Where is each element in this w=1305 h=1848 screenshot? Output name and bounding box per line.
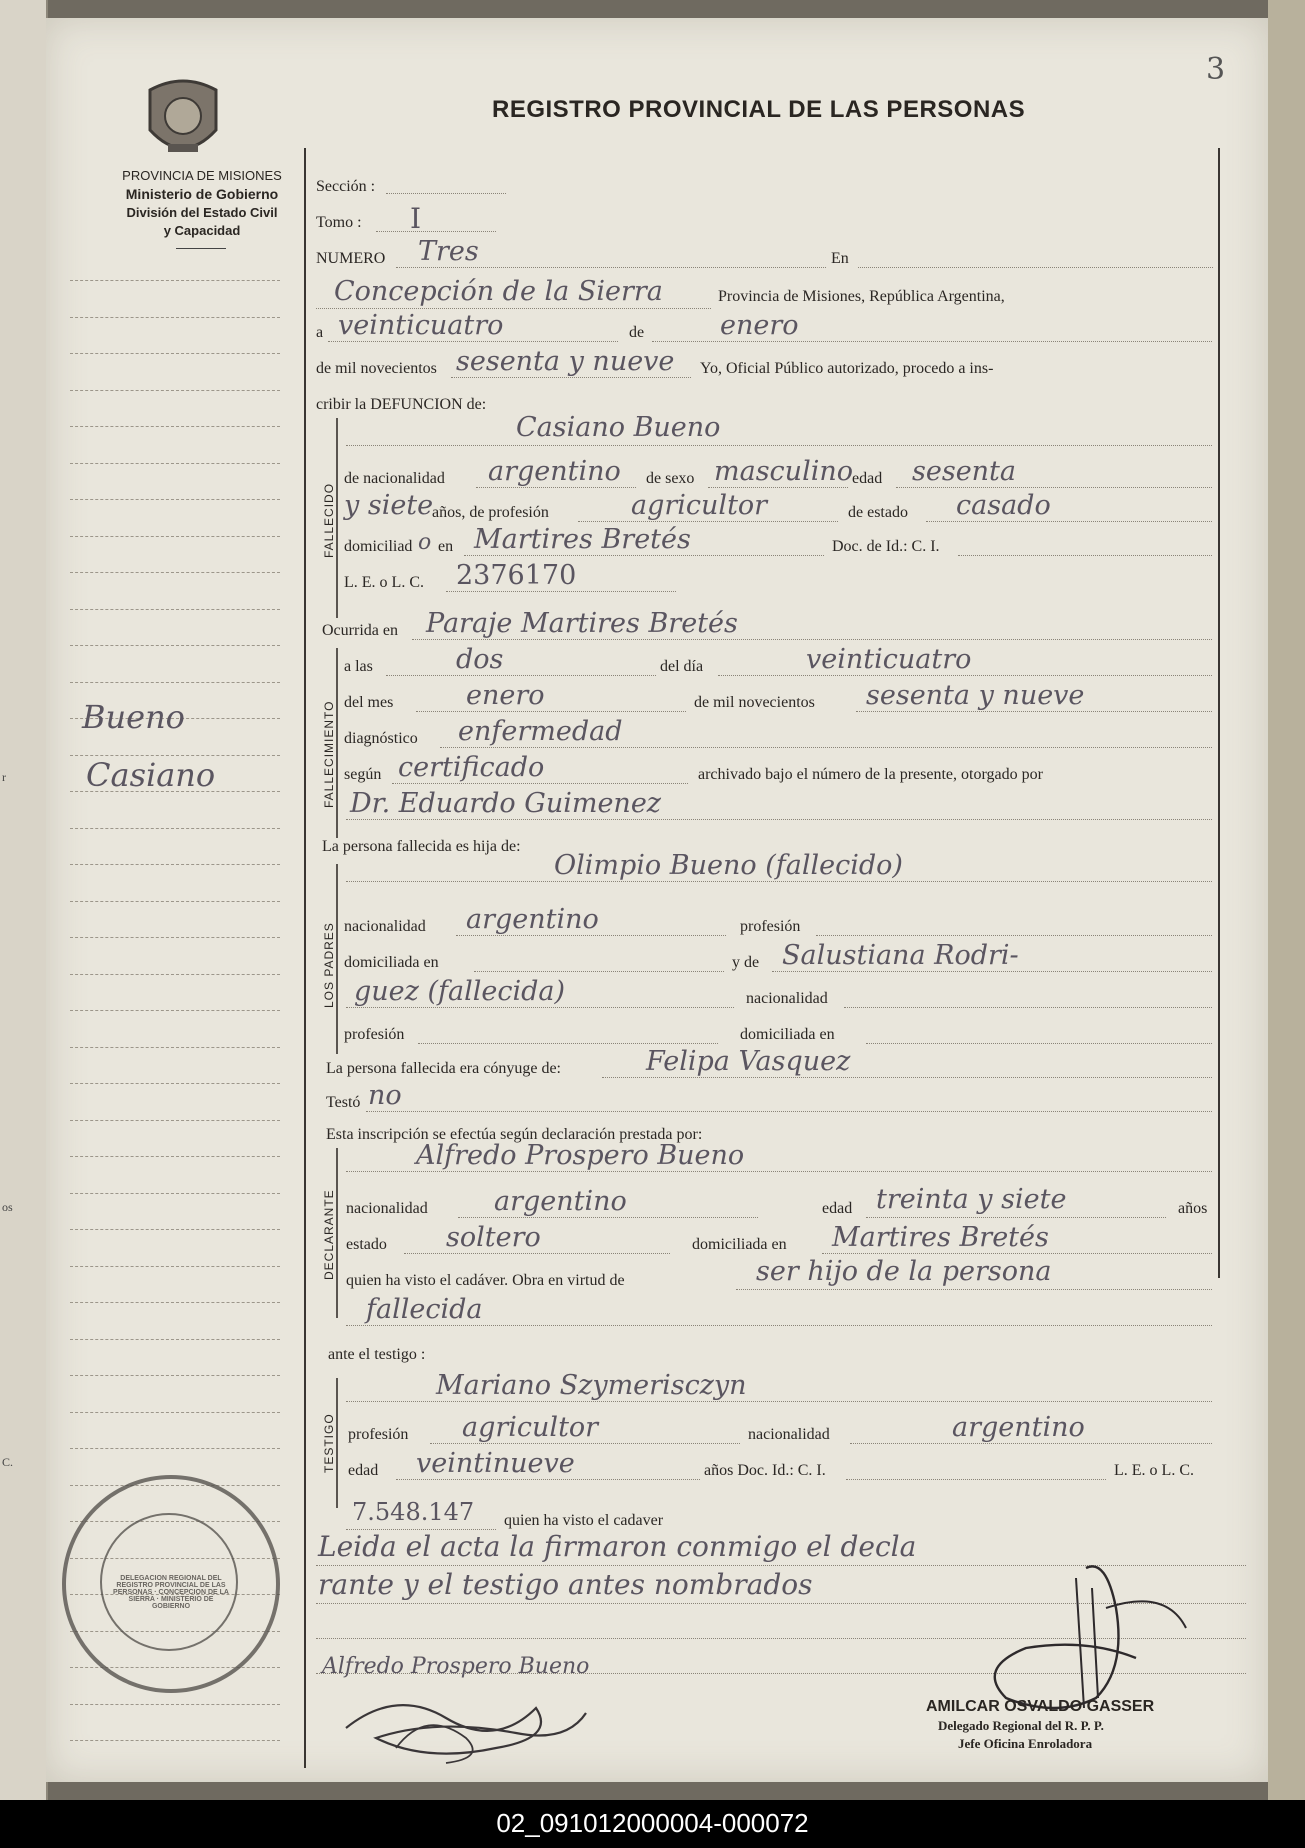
- padres-box-rule: [336, 864, 338, 1054]
- numero-line: [396, 267, 826, 268]
- obra-value-2: fallecida: [366, 1294, 483, 1325]
- ocurrida-label: Ocurrida en: [322, 622, 398, 639]
- cierre-line-2: rante y el testigo antes nombrados: [318, 1568, 813, 1601]
- padre-value: Olimpio Bueno (fallecido): [554, 850, 903, 881]
- test-edad-value: veintinueve: [416, 1448, 575, 1479]
- de-label: de: [629, 324, 645, 341]
- nombre-value: Casiano Bueno: [516, 412, 721, 443]
- declaracion-label: Esta inscripción se efectúa según declaración prestada por:: [326, 1126, 703, 1143]
- padre-nacionalidad-line: [456, 935, 726, 936]
- obra-value: ser hijo de la persona: [756, 1256, 1052, 1287]
- decl-estado-value: soltero: [446, 1222, 541, 1253]
- mes-value: enero: [720, 310, 799, 341]
- lugar-value: Concepción de la Sierra: [334, 276, 663, 307]
- testo-line: [366, 1111, 1212, 1112]
- decl-edad-value: treinta y siete: [876, 1184, 1067, 1215]
- margin-rule-line: [70, 317, 280, 318]
- fallecimiento-box-rule: [336, 648, 338, 838]
- decl-nacionalidad-value: argentino: [494, 1186, 627, 1217]
- nacionalidad-label: de nacionalidad: [344, 470, 445, 487]
- margin-rule-line: [70, 463, 280, 464]
- test-nacionalidad-label: nacionalidad: [748, 1426, 830, 1443]
- province-label: PROVINCIA DE MISIONES: [122, 168, 282, 183]
- cierre-line-1: Leida el acta la firmaron conmigo el decla: [318, 1530, 917, 1563]
- test-doc-label: años Doc. Id.: C. I.: [704, 1462, 826, 1479]
- padre-profesion-label: profesión: [740, 918, 801, 935]
- margin-rule-line: [70, 572, 280, 573]
- anio-line: [451, 377, 691, 378]
- margin-rule-line: [70, 645, 280, 646]
- edad-value-b: y siete: [344, 490, 434, 521]
- margin-rule-line: [70, 499, 280, 500]
- decl-domicilio-line: [822, 1253, 1212, 1254]
- domiciliada-line: [474, 971, 724, 972]
- madre-line-a: [772, 971, 1212, 972]
- signatory-role-1: Delegado Regional del R. P. P.: [938, 1718, 1104, 1733]
- declarante-value: Alfredo Prospero Bueno: [416, 1140, 745, 1171]
- mes-fall-value: enero: [466, 680, 545, 711]
- segun-line: [392, 783, 688, 784]
- test-edad-label: edad: [348, 1462, 379, 1479]
- margin-rule-line: [70, 1156, 280, 1157]
- side-label-declarante: DECLARANTE: [322, 1189, 336, 1280]
- mes-line: [652, 341, 1212, 342]
- mil-nov-label: de mil novecientos: [694, 694, 815, 711]
- side-label-fallecido: FALLECIDO: [322, 482, 336, 558]
- le-lc-label: L. E. o L. C.: [344, 574, 424, 591]
- ante-testigo-label: ante el testigo :: [328, 1346, 426, 1363]
- margin-rule-line: [70, 864, 280, 865]
- tomo-line: [376, 231, 496, 232]
- domiciliad-label: domiciliad: [344, 538, 413, 555]
- madre-value-b: guez (fallecida): [354, 976, 566, 1007]
- stamp-text: DELEGACION REGIONAL DEL REGISTRO PROVINCIAL DE LAS PERSONAS · CONCEPCION DE LA SIERRA · MINISTERIO DE GOBIERNO: [113, 1575, 229, 1610]
- margin-rule-line: [70, 1448, 280, 1449]
- numero-label: NUMERO: [316, 250, 386, 267]
- hora-line: [386, 675, 656, 676]
- anio-value: sesenta y nueve: [456, 346, 675, 377]
- edad-label: edad: [852, 470, 883, 487]
- margin-rule-line: [70, 1229, 280, 1230]
- estado-label: de estado: [848, 504, 908, 521]
- madre-line-b: [346, 1007, 734, 1008]
- side-label-padres: LOS PADRES: [322, 922, 336, 1008]
- anio-fall-line: [856, 711, 1212, 712]
- declarante-line: [346, 1171, 1212, 1172]
- madre-domicilio-line: [866, 1043, 1212, 1044]
- anio-fall-value: sesenta y nueve: [866, 680, 1085, 711]
- a-las-label: a las: [344, 658, 373, 675]
- page-number: 3: [1206, 52, 1226, 87]
- decl-estado-line: [404, 1253, 670, 1254]
- sexo-label: de sexo: [646, 470, 695, 487]
- right-rule: [1218, 148, 1220, 1278]
- madre-profesion-label: profesión: [344, 1026, 405, 1043]
- test-profesion-value: agricultor: [462, 1412, 599, 1443]
- segun-value: certificado: [398, 752, 545, 783]
- doc-id-label: Doc. de Id.: C. I.: [832, 538, 940, 555]
- domicilio-line: [464, 555, 824, 556]
- doc-id-line: [958, 555, 1212, 556]
- margin-rule-line: [70, 1266, 280, 1267]
- decl-nacionalidad-label: nacionalidad: [346, 1200, 428, 1217]
- archivado-label: archivado bajo el número de la presente, otorgado por: [698, 766, 1043, 783]
- ocurrida-value: Paraje Martires Bretés: [426, 608, 738, 639]
- margin-rule-line: [70, 1412, 280, 1413]
- margin-rule-line: [70, 390, 280, 391]
- decl-edad-label: edad: [822, 1200, 853, 1217]
- margin-rule-line: [70, 1083, 280, 1084]
- test-doc-line: [846, 1479, 1106, 1480]
- estado-value: casado: [956, 490, 1051, 521]
- declarante-signature: Alfredo Prospero Bueno: [322, 1654, 590, 1679]
- decl-domicilio-value: Martires Bretés: [832, 1222, 1049, 1253]
- margin-rule-line: [70, 536, 280, 537]
- margin-rule-line: [70, 1193, 280, 1194]
- nacionalidad-line: [476, 487, 636, 488]
- decl-nacionalidad-line: [458, 1217, 758, 1218]
- adjacent-page-edge: r os C.: [0, 0, 48, 1800]
- test-nacionalidad-line: [850, 1443, 1212, 1444]
- seccion-line: [386, 193, 506, 194]
- diagnostico-label: diagnóstico: [344, 730, 418, 747]
- footer-bar: [0, 1800, 1305, 1848]
- division-label-2: y Capacidad: [163, 223, 241, 238]
- margin-rule-line: [70, 426, 280, 427]
- en-label-2: en: [438, 538, 454, 555]
- padre-profesion-line: [816, 935, 1212, 936]
- testo-label: Testó: [326, 1094, 361, 1111]
- anos-profesion-label: años, de profesión: [432, 504, 549, 521]
- dia-line: [328, 341, 618, 342]
- edad-line: [896, 487, 1212, 488]
- padre-line: [346, 881, 1212, 882]
- sexo-value: masculino: [714, 456, 853, 487]
- nacionalidad-value: argentino: [488, 456, 621, 487]
- margin-rule-line: [70, 901, 280, 902]
- declarante-box-rule: [336, 1148, 338, 1318]
- quien-cadaver-label: quien ha visto el cadáver. Obra en virtud de: [346, 1272, 625, 1289]
- dia-value: veinticuatro: [338, 310, 504, 341]
- segun-label: según: [344, 766, 382, 783]
- provincia-label: Provincia de Misiones, República Argentina,: [718, 288, 1005, 305]
- margin-rule-line: [70, 1339, 280, 1340]
- del-mes-label: del mes: [344, 694, 394, 711]
- madre-nacionalidad-label: nacionalidad: [746, 990, 828, 1007]
- madre-nacionalidad-line: [844, 1007, 1212, 1008]
- profesion-value: agricultor: [631, 490, 768, 521]
- en-line: [858, 267, 1213, 268]
- diagnostico-line: [440, 747, 1212, 748]
- domiciliada-label: domiciliada en: [344, 954, 439, 971]
- inscribir-label: cribir la DEFUNCION de:: [316, 396, 487, 413]
- decl-estado-label: estado: [346, 1236, 387, 1253]
- test-profesion-label: profesión: [348, 1426, 409, 1443]
- hora-value: dos: [456, 644, 504, 675]
- mil-novecientos-label: de mil novecientos: [316, 360, 437, 377]
- test-doc-value: 7.548.147: [352, 1498, 475, 1526]
- dia-fall-value: veinticuatro: [806, 644, 972, 675]
- margin-rule-line: [70, 1120, 280, 1121]
- side-label-fallecimiento: FALLECIMIENTO: [322, 700, 336, 808]
- madre-domicilio-label: domiciliada en: [740, 1026, 835, 1043]
- ocurrida-line: [412, 639, 1212, 640]
- lugar-line: [316, 308, 711, 309]
- numero-value: Tres: [418, 236, 479, 267]
- test-profesion-line: [430, 1443, 740, 1444]
- domicilio-suffix: o: [418, 530, 432, 555]
- test-edad-line: [396, 1479, 700, 1480]
- book-cover-edge: [1268, 0, 1305, 1800]
- le-lc-value: 2376170: [456, 560, 577, 591]
- padre-nacionalidad-value: argentino: [466, 904, 599, 935]
- padre-nacionalidad-label: nacionalidad: [344, 918, 426, 935]
- coat-of-arms-icon: [142, 70, 224, 168]
- tomo-value: I: [410, 202, 422, 235]
- header-divider: [176, 248, 226, 249]
- madre-value-a: Salustiana Rodri-: [782, 940, 1019, 971]
- margin-rule-line: [70, 828, 280, 829]
- testo-value: no: [368, 1080, 402, 1111]
- margin-rule-line: [70, 609, 280, 610]
- sexo-line: [708, 487, 848, 488]
- decl-domicilio-label: domiciliada en: [692, 1236, 787, 1253]
- margin-rule-line: [70, 1010, 280, 1011]
- signatory-role-2: Jefe Oficina Enroladora: [958, 1736, 1093, 1751]
- footer-id: 02_091012000004-000072: [496, 1808, 809, 1838]
- margin-rule-line: [70, 937, 280, 938]
- test-le-lc-label: L. E. o L. C.: [1114, 1462, 1194, 1479]
- margin-rule-line: [70, 1047, 280, 1048]
- margin-rule-line: [70, 682, 280, 683]
- margin-rule: [304, 148, 306, 1768]
- quien-visto-label: quien ha visto el cadaver: [504, 1512, 664, 1529]
- side-label-testigo: TESTIGO: [322, 1413, 336, 1473]
- signatory-name: AMILCAR OSVALDO GASSER: [926, 1698, 1155, 1715]
- seccion-label: Sección :: [316, 178, 376, 195]
- diagnostico-value: enfermedad: [458, 716, 623, 747]
- edad-value-a: sesenta: [912, 456, 1017, 487]
- margin-note-surname: Bueno: [82, 698, 185, 736]
- testigo-line: [346, 1401, 1212, 1402]
- official-stamp: [62, 1475, 280, 1693]
- domicilio-value: Martires Bretés: [474, 524, 691, 555]
- nombre-line: [346, 445, 1212, 446]
- dia-fall-line: [718, 675, 1212, 676]
- margin-rule-line: [70, 280, 280, 281]
- margin-rule-line: [70, 353, 280, 354]
- mes-fall-line: [416, 711, 686, 712]
- witness-signature-scribble: [336, 1678, 596, 1768]
- y-de-label: y de: [732, 954, 760, 971]
- obra-line: [736, 1289, 1212, 1290]
- yo-oficial-label: Yo, Oficial Público autorizado, procedo a ins-: [700, 360, 994, 377]
- testigo-value: Mariano Szymerisczyn: [436, 1370, 747, 1401]
- margin-rule-line: [70, 1704, 280, 1705]
- le-lc-line: [446, 591, 676, 592]
- conyuge-line: [602, 1077, 1212, 1078]
- fallecido-box-rule: [336, 418, 338, 618]
- en-label: En: [831, 250, 849, 267]
- margin-rule-line: [70, 1302, 280, 1303]
- del-dia-label: del día: [660, 658, 704, 675]
- tomo-label: Tomo :: [316, 214, 362, 231]
- conyuge-label: La persona fallecida era cónyuge de:: [326, 1060, 561, 1077]
- a-label: a: [316, 324, 324, 341]
- division-label-1: División del Estado Civil: [126, 205, 278, 220]
- profesion-line: [578, 521, 838, 522]
- decl-edad-line: [866, 1217, 1166, 1218]
- margin-rule-line: [70, 974, 280, 975]
- medico-value: Dr. Eduardo Guimenez: [350, 788, 662, 819]
- medico-line: [346, 819, 1212, 820]
- decl-anos-label: años: [1178, 1200, 1208, 1217]
- testigo-box-rule: [336, 1378, 338, 1508]
- estado-line: [926, 521, 1212, 522]
- madre-profesion-line: [418, 1043, 718, 1044]
- ministry-label: Ministerio de Gobierno: [125, 186, 279, 202]
- margin-rule-line: [70, 1375, 280, 1376]
- obra-line-2: [346, 1325, 1212, 1326]
- hija-de-label: La persona fallecida es hija de:: [322, 838, 521, 855]
- test-nacionalidad-value: argentino: [952, 1412, 1085, 1443]
- conyuge-value: Felipa Vasquez: [646, 1046, 851, 1077]
- page-title: REGISTRO PROVINCIAL DE LAS PERSONAS: [492, 96, 1026, 123]
- margin-note-name: Casiano: [86, 756, 216, 794]
- margin-rule-line: [70, 1740, 280, 1741]
